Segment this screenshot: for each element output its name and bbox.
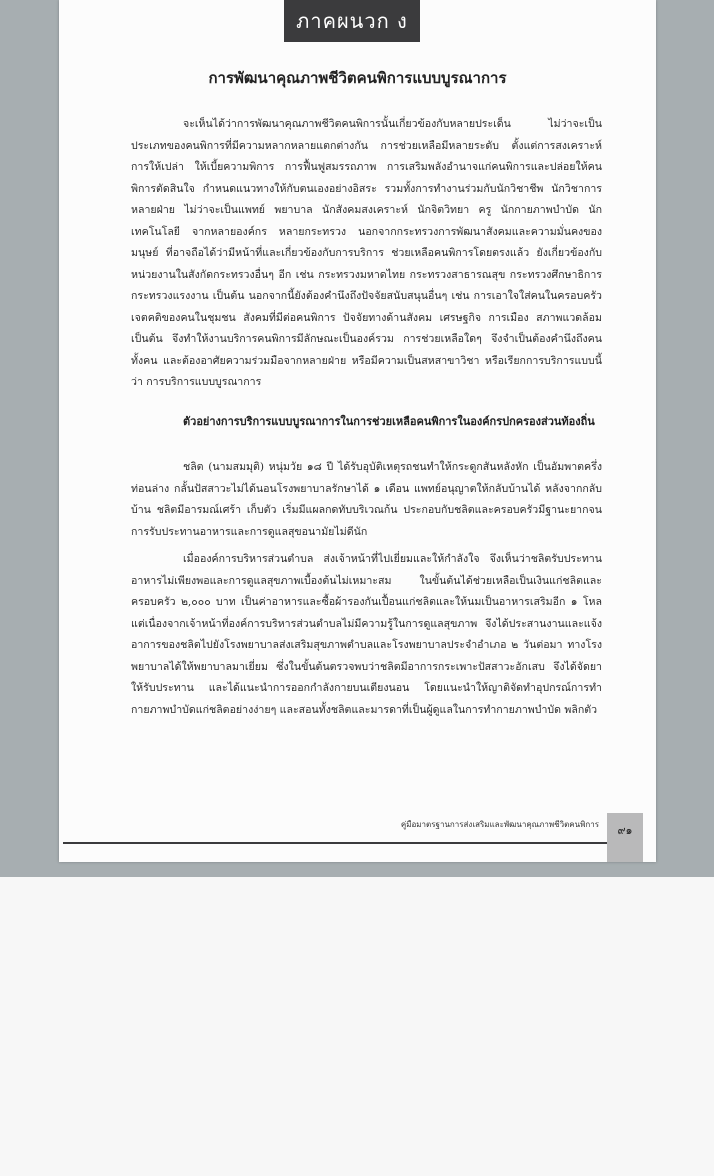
empty-area xyxy=(0,877,714,1176)
footer-title: คู่มือมาตรฐานการส่งเสริมและพัฒนาคุณภาพชีวิตคนพิการ xyxy=(400,820,599,829)
paragraph-local-gov-help: เมื่อองค์การบริหารส่วนตำบล ส่งเจ้าหน้าที่ไปเยี่ยมและให้กำลังใจ จึงเห็นว่าชลิตรับประทานอาหารไม่เพียงพอและการดูแลสุขภาพเบื้องต้นไม่เหมาะสม ในขั้นต้นได้ช่วยเหลือเป็นเงินแก่ชลิตและครอบครัว ๒,๐๐๐ บาท เป็นค่าอาหารและซื้อผ้ารองกันเปื้อนแก่ชลิตและให้นมเป็นอาหารเสริมอีก ๑ โหลแต่เนื่องจากเจ้าหน้าที่องค์การบริหารส่วนตำบลไม่มีความรู้ในการดูแลสุขภาพ จึงได้ประสานงานและแจ้งอาการของชลิตไปยังโรงพยาบาลส่งเสริมสุขภาพตำบลและโรงพยาบาลประจำอำเภอ ๒ วันต่อมา ทางโรงพยาบาลได้ให้พยาบาลมาเยี่ยม ซึ่งในขั้นต้นตรวจพบว่าชลิตมีอาการกระเพาะปัสสาวะอักเสบ จึงได้จัดยาให้รับประทาน และได้แนะนำการออกกำลังกายบนเตียงนอน โดยแนะนำให้ญาติจัดทำอุปกรณ์การทำกายภาพบำบัดแก่ชลิตอย่างง่ายๆ และสอนทั้งชลิตและมารดาที่เป็นผู้ดูแลในการทำกายภาพบำบัด พลิกตัว xyxy=(131,553,602,716)
paragraph-integrated-care: จะเห็นได้ว่าการพัฒนาคุณภาพชีวิตคนพิการนั้นเกี่ยวข้องกับหลายประเด็น ไม่ว่าจะเป็นประเภทของคนพิการที่มีความหลากหลายแตกต่างกัน การช่วยเหลือมีหลายระดับ ตั้งแต่การสงเคราะห์ การให้เปล่า ให้เบี้ยความพิการ การฟื้นฟูสมรรถภาพ การเสริมพลังอำนาจแก่คนพิการและปล่อยให้คนพิการตัดสินใจ กำหนดแนวทางให้กับตนเองอย่างอิสระ รวมทั้งการทำงานร่วมกับนักวิชาชีพ นักวิชาการหลายฝ่าย ไม่ว่าจะเป็นแพทย์ พยาบาล นักสังคมสงเคราะห์ นักจิตวิทยา ครู นักกายภาพบำบัด นักเทคโนโลยี จากหลายองค์กร หลายกระทรวง นอกจากกระทรวงการพัฒนาสังคมและความมั่นคงของมนุษย์ ที่อาจถือได้ว่ามีหน้าที่และเกี่ยวข้องกับการบริการ ช่วยเหลือคนพิการโดยตรงแล้ว ยังเกี่ยวข้องกับหน่วยงานในสังกัดกระทรวงอื่นๆ อีก เช่น กระทรวงมหาดไทย กระทรวงสาธารณสุข กระทรวงศึกษาธิการ กระทรวงแรงงาน เป็นต้น นอกจากนี้ยังต้องคำนึงถึงปัจจัยสนับสนุนอื่นๆ เช่น การเอาใจใส่คนในครอบครัว เจตคติของคนในชุมชน สังคมที่มีต่อคนพิการ ปัจจัยทางด้านสังคม เศรษฐกิจ การเมือง สภาพแวดล้อม เป็นต้น จึงทำให้งานบริการคนพิการมีลักษณะเป็นองค์รวม การช่วยเหลือใดๆ จึงจำเป็นต้องคำนึงถึงคนทั้งคน และต้องอาศัยความร่วมมือจากหลายฝ่าย หรือมีความเป็นสหสาขาวิชา หรือเรียกการบริการแบบนี้ว่า การบริการแบบบูรณาการ xyxy=(131,118,602,388)
footer-divider xyxy=(63,842,608,844)
body-paragraph-3 xyxy=(131,549,602,721)
section-subheading: ตัวอย่างการบริการแบบบูรณาการในการช่วยเหลือคนพิการในองค์กรปกครองส่วนท้องถิ่น xyxy=(183,415,595,428)
body-paragraph-2 xyxy=(131,457,602,543)
page-number: ๙๑ xyxy=(607,813,643,862)
appendix-banner xyxy=(284,0,420,42)
subheading-block xyxy=(131,411,602,433)
page-title: การพัฒนาคุณภาพชีวิตคนพิการแบบบูรณาการ xyxy=(208,69,507,87)
paragraph-case-story: ชลิต (นามสมมุติ) หนุ่มวัย ๑๘ ปี ได้รับอุบัติเหตุรถชนทำให้กระดูกสันหลังหัก เป็นอัมพาตครึ่งท่อนล่าง กลั้นปัสสาวะไม่ได้นอนโรงพยาบาลรักษาได้ ๑ เดือน แพทย์อนุญาตให้กลับบ้านได้ หลังจากกลับบ้าน ชลิตมีอารมณ์เศร้า เก็บตัว เริ่มมีแผลกดทับบริเวณก้น ประกอบกับชลิตและครอบครัวมีฐานะยากจน การรับประทานอาหารและการดูแลสุขอนามัยไม่ดีนัก xyxy=(131,461,602,538)
document-page xyxy=(59,0,656,862)
appendix-label: ภาคผนวก ง xyxy=(296,9,408,33)
body-paragraph-1 xyxy=(131,114,602,394)
